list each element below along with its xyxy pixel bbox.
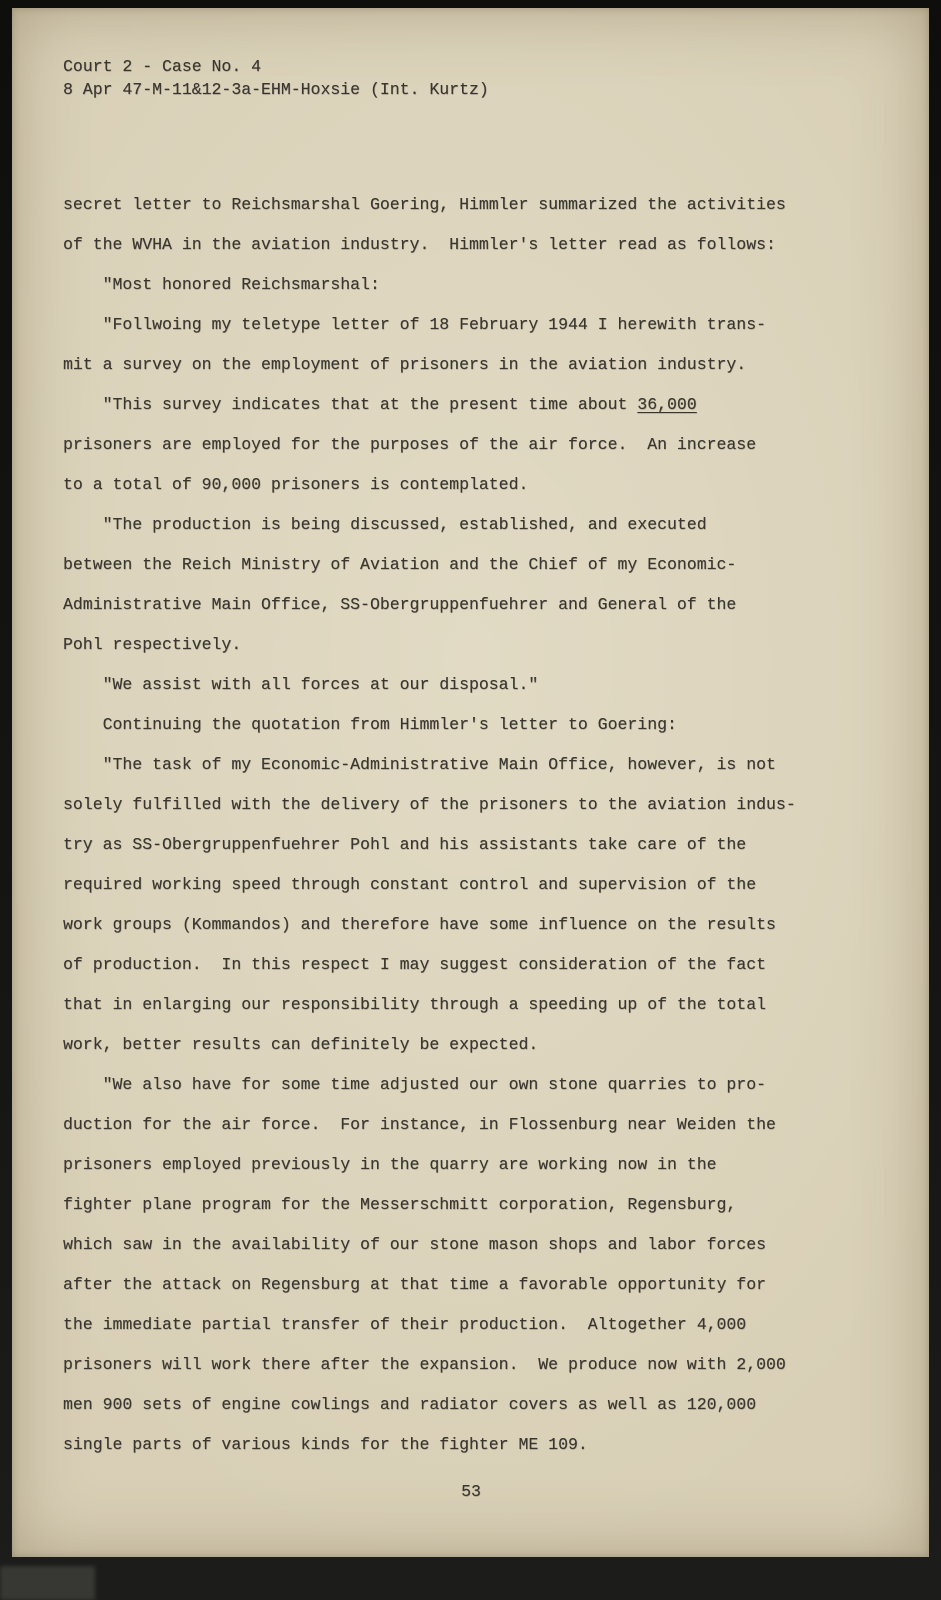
header-case-line: Court 2 - Case No. 4 [63,57,262,76]
text-line: between the Reich Ministry of Aviation and the Chief of my Economic- [63,555,737,574]
text-line: prisoners will work there after the expansion. We produce now with 2,000 [63,1355,786,1374]
text-line: the immediate partial transfer of their production. Altogether 4,000 [63,1315,747,1334]
text-line: to a total of 90,000 prisoners is contemplated. [63,475,529,494]
text-line: "The production is being discussed, established, and executed [63,515,707,534]
text-line: of the WVHA in the aviation industry. Himmler's letter read as follows: [63,235,776,254]
header-reference-line: 8 Apr 47-M-11&12-3a-EHM-Hoxsie (Int. Kurtz) [63,80,489,99]
text-line: Pohl respectively. [63,635,242,654]
text-line: work, better results can definitely be expected. [63,1035,539,1054]
text-line: "This survey indicates that at the present time about 36,000 [63,395,697,414]
text-line: Administrative Main Office, SS-Obergruppenfuehrer and General of the [63,595,737,614]
text-line: required working speed through constant control and supervision of the [63,875,757,894]
text-line: fighter plane program for the Messerschmitt corporation, Regensburg, [63,1195,737,1214]
scan-corner-artifact [0,1566,95,1600]
text-line: which saw in the availability of our stone mason shops and labor forces [63,1235,767,1254]
text-line: "Follwoing my teletype letter of 18 February 1944 I herewith trans- [63,315,767,334]
text-line: solely fulfilled with the delivery of the prisoners to the aviation indus- [63,795,796,814]
document-body [63,185,879,1465]
page-number: 53 [461,1482,481,1501]
text-line: "We also have for some time adjusted our own stone quarries to pro- [63,1075,767,1094]
text-line: "We assist with all forces at our disposal." [63,675,539,694]
text-line: "The task of my Economic-Administrative Main Office, however, is not [63,755,776,774]
document-page [12,8,929,1557]
text-line: that in enlarging our responsibility through a speeding up of the total [63,995,767,1014]
text-line: men 900 sets of engine cowlings and radiator covers as well as 120,000 [63,1395,757,1414]
text-line: work groups (Kommandos) and therefore have some influence on the results [63,915,776,934]
text-line: after the attack on Regensburg at that time a favorable opportunity for [63,1275,767,1294]
text-line: single parts of various kinds for the fighter ME 109. [63,1435,588,1454]
text-line: secret letter to Reichsmarshal Goering, Himmler summarized the activities [63,195,786,214]
text-line: Continuing the quotation from Himmler's letter to Goering: [63,715,677,734]
text-line: of production. In this respect I may suggest consideration of the fact [63,955,767,974]
text-line: mit a survey on the employment of prisoners in the aviation industry. [63,355,747,374]
underlined-text: 36,000 [637,395,697,414]
text-line: prisoners employed previously in the quarry are working now in the [63,1155,717,1174]
text-line: try as SS-Obergruppenfuehrer Pohl and his assistants take care of the [63,835,747,854]
text-line: "Most honored Reichsmarshal: [63,275,380,294]
text-line: duction for the air force. For instance, in Flossenburg near Weiden the [63,1115,776,1134]
text-line: prisoners are employed for the purposes of the air force. An increase [63,435,757,454]
document-header [63,55,879,101]
